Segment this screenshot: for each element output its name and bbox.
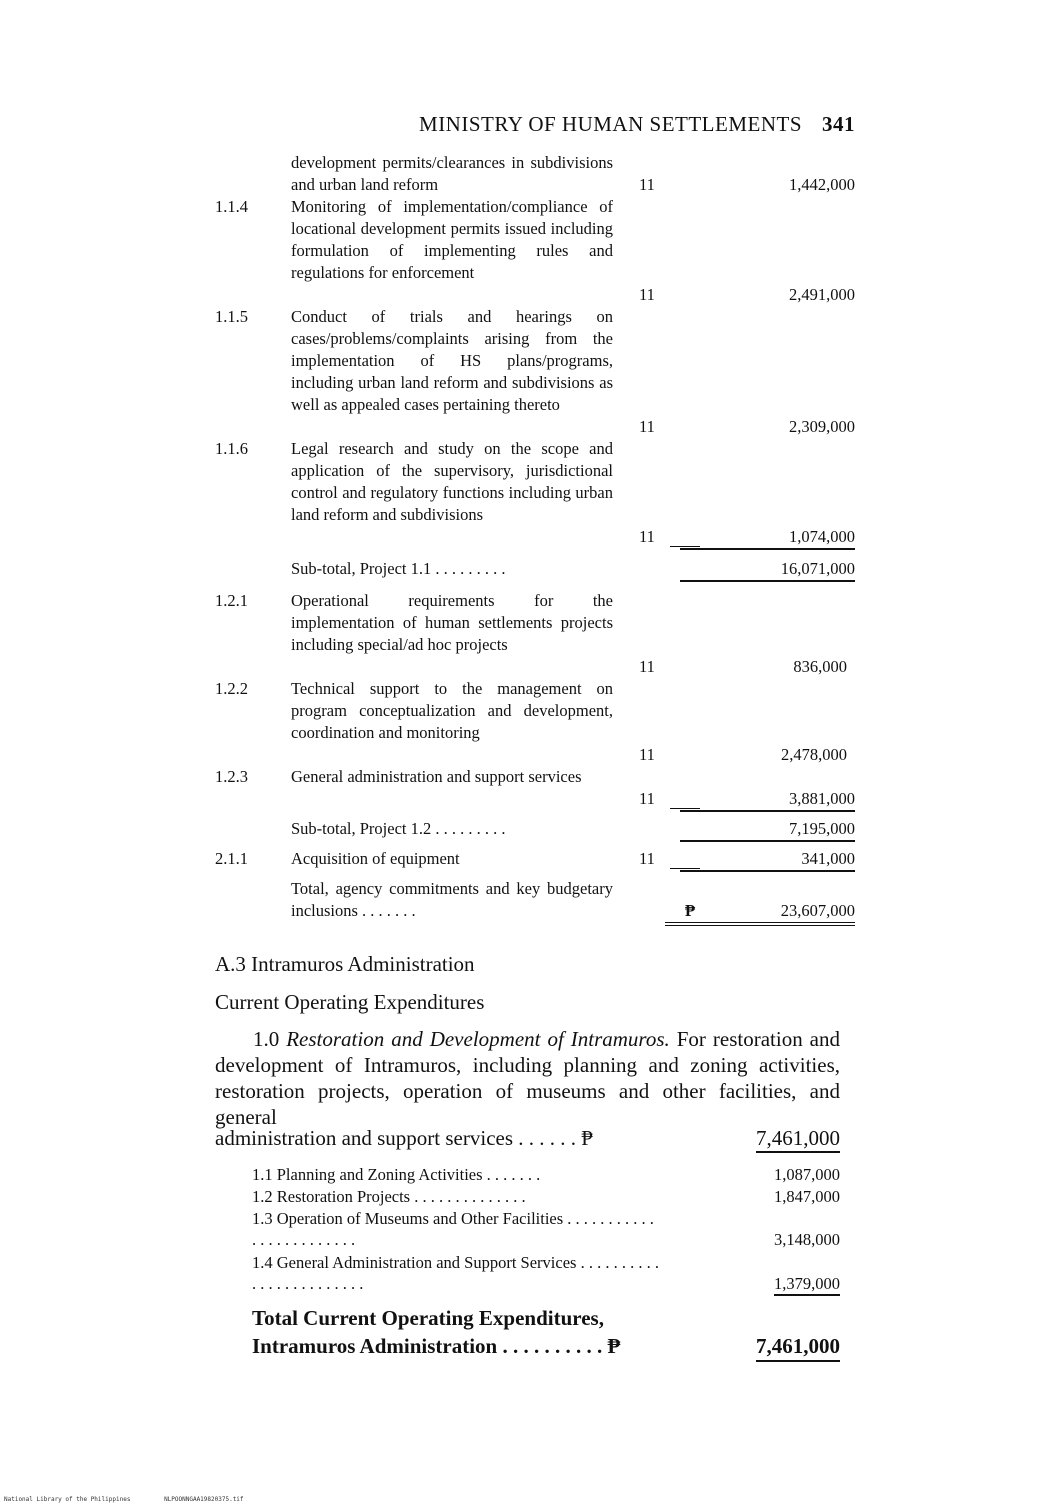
table-row [215,196,855,306]
grand-total-value: 7,461,000 [756,1332,840,1362]
header-title: MINISTRY OF HUMAN SETTLEMENTS [419,112,802,136]
list-item [252,1164,840,1185]
summary-row [215,1126,840,1154]
footer-library: National Library of the Philippines [4,1496,131,1503]
item-description: General administration and support services [291,767,582,786]
table-row [215,590,855,678]
item-number: 1.2.1 [215,591,248,610]
sub-item-label: 1.4 General Administration and Support Services . . . . . . . . . . . . . . . . . . . . . . . . [252,1253,659,1293]
total-amount: 23,607,000 [665,900,855,926]
sub-item-value: 1,379,000 [774,1273,840,1296]
item-amount: 2,478,000 [781,745,847,764]
item-code: 11 [639,657,655,676]
item-amount: 2,491,000 [789,285,855,304]
code-underline [670,546,700,547]
code-underline [670,808,700,809]
section-title: A.3 Intramuros Administration [215,952,475,976]
page-number: 341 [822,112,855,136]
item-code: 11 [639,285,655,304]
item-description: Monitoring of implementation/compliance of locational development permits issued including formulation of implementing rules and regulations for enforcement [291,197,613,282]
summary-value: 7,461,000 [756,1126,840,1153]
sub-item-label: 1.2 Restoration Projects . . . . . . . . . . . . . . [252,1187,526,1206]
subtotal-amount: 7,195,000 [680,818,855,842]
summary-label: administration and support services . . . . . . ₱ [215,1126,593,1150]
item-description: Technical support to the management on program conceptualization and development, coordination and monitoring [291,679,613,742]
page-header [419,112,855,137]
section-subtitle: Current Operating Expenditures [215,990,485,1014]
item-amount: 1,442,000 [789,175,855,194]
item-code: 11 [639,745,655,764]
item-number: 1.2.2 [215,679,248,698]
table-row [215,306,855,438]
total-row [215,878,855,928]
item-description: Legal research and study on the scope and application of the supervisory, jurisdictional control and regulatory functions including urban land reform and subdivisions [291,439,613,524]
peso-sign: ₱ [685,901,696,920]
para-text: For restoration and development of Intramuros, including planning and zoning activities, restoration projects, operation of museums and other facilities, and general [215,1027,841,1129]
item-code: 11 [639,527,655,546]
item-code: 11 [639,789,655,808]
item-description: Acquisition of equipment [291,849,460,868]
item-number: 1.1.6 [215,439,248,458]
item-number: 1.1.4 [215,197,248,216]
item-code: 11 [639,849,655,868]
footer-file: NLPOONNGAA19820375.tif [164,1496,244,1503]
list-item [252,1252,840,1296]
table-row [215,848,855,872]
sub-item-value: 1,847,000 [774,1187,840,1206]
sub-item-value: 3,148,000 [774,1230,840,1249]
sub-item-value: 1,087,000 [774,1165,840,1184]
list-item [252,1208,840,1252]
item-amount: 2,309,000 [789,417,855,436]
table-row [215,152,855,196]
item-code: 11 [639,417,655,436]
item-number: 1.1.5 [215,307,248,326]
table-row [215,678,855,766]
item-description: development permits/clearances in subdivisions and urban land reform [291,153,613,194]
item-number: 2.1.1 [215,849,248,868]
subtotal-label: Sub-total, Project 1.2 . . . . . . . . . [291,819,506,838]
subtotal-row [215,558,855,582]
code-underline [670,868,700,869]
section-paragraph [215,1026,840,1130]
item-amount: 3,881,000 [680,788,855,812]
item-description: Operational requirements for the implementation of human settlements projects including special/ad hoc projects [291,591,613,654]
table-row [215,438,855,548]
grand-total-line1: Total Current Operating Expenditures, [252,1306,604,1330]
item-amount: 1,074,000 [680,526,855,550]
grand-total [252,1304,840,1360]
list-item [252,1186,840,1207]
scan-footer [4,1496,244,1503]
item-description: Conduct of trials and hearings on cases/problems/complaints arising from the implementation of HS plans/programs, including urban land reform and subdivisions as well as appealed cases pertaining thereto [291,307,613,414]
item-code: 11 [639,175,655,194]
para-number: 1.0 [253,1027,280,1051]
sub-item-label: 1.3 Operation of Museums and Other Facilities . . . . . . . . . . . . . . . . . . . . . . . . [252,1209,654,1249]
grand-total-line2: Intramuros Administration . . . . . . . . . . ₱ [252,1334,621,1358]
item-amount: 836,000 [793,657,847,676]
item-number: 1.2.3 [215,767,248,786]
para-heading: Restoration and Development of Intramuros. [286,1027,670,1051]
sub-item-label: 1.1 Planning and Zoning Activities . . . . . . . [252,1165,541,1184]
item-amount: 341,000 [680,848,855,872]
subtotal-label: Sub-total, Project 1.1 . . . . . . . . . [291,559,506,578]
subtotal-amount: 16,071,000 [680,558,855,582]
total-label: Total, agency commitments and key budgetary inclusions . . . . . . . [291,879,613,920]
table-row [215,766,855,810]
subtotal-row [215,818,855,842]
